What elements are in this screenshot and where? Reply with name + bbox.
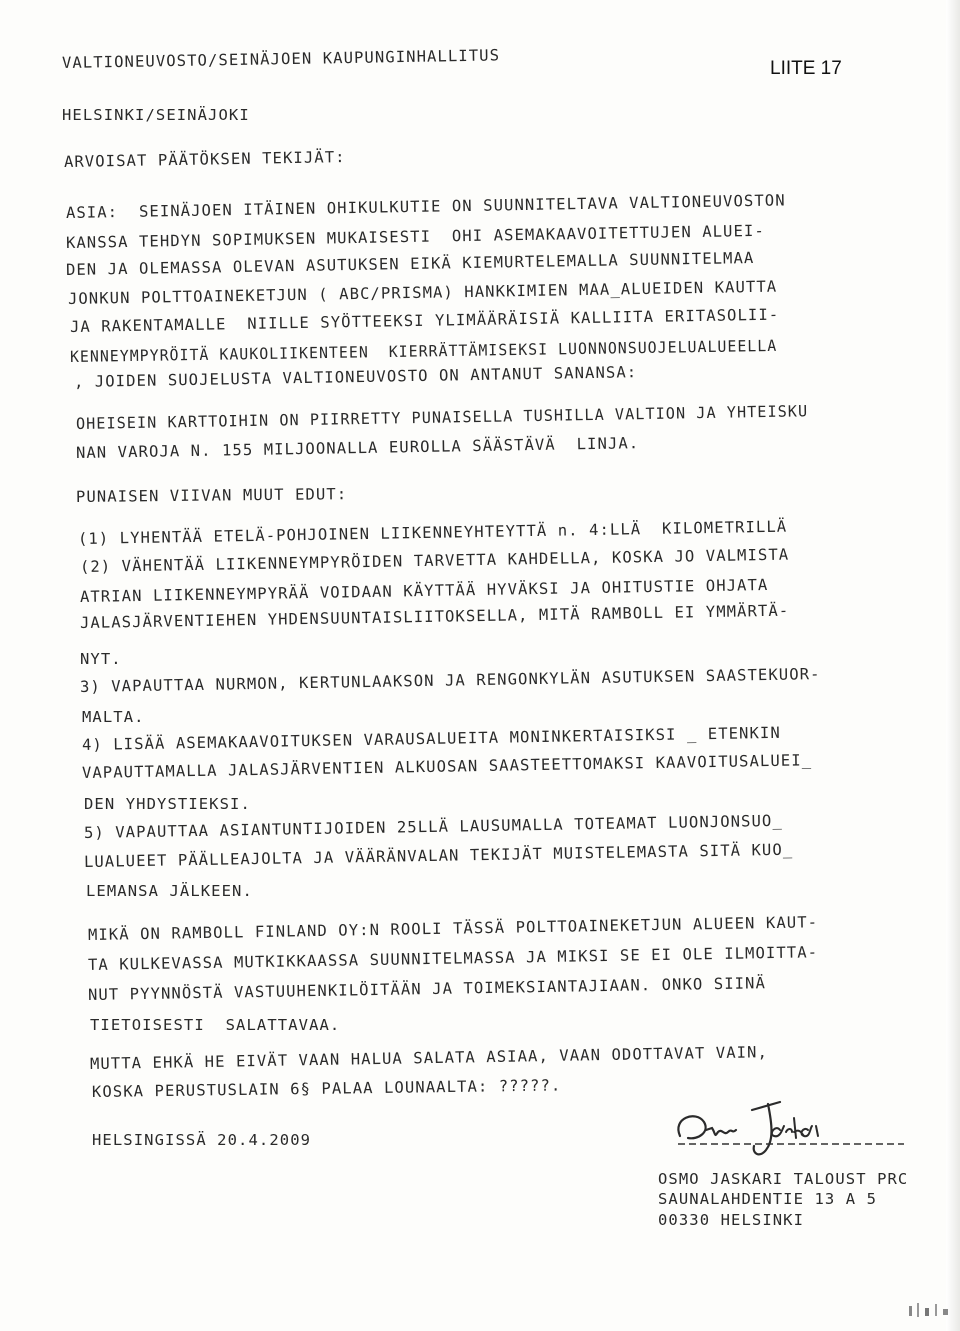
benefit-line: VAPAUTTAMALLA JALASJÄRVENTIEN ALKUOSAN SAASTEETTOMAKSI KAAVOITUSALUEI_ [81,751,813,782]
benefit-line: (1) LYHENTÄÄ ETELÄ-POHJOINEN LIIKENNEYHTEYTTÄ n. 4:LLÄ KILOMETRILLÄ [77,517,788,548]
benefit-line: 4) LISÄÄ ASEMAKAAVOITUKSEN VARAUSALUEITA MONINKERTAISIKSI _ ETENKIN [81,723,781,754]
benefit-line: 5) VAPAUTTAA ASIANTUNTIJOIDEN 25LLÄ LAUSUMALLA TOTEAMAT LUONJONSUO_ [83,811,783,842]
question-line: MIKÄ ON RAMBOLL FINLAND OY:N ROOLI TÄSSÄ POLTTOAINEKETJUN ALUEEN KAUT- [87,913,819,944]
closing-line: KOSKA PERUSTUSLAIN 6§ PALAA LOUNAALTA: ?????. [91,1076,562,1101]
subject-line: DEN JA OLEMASSA OLEVAN ASUTUKSEN EIKÄ KIEMURTELEMALLA SUUNNITELMAA [65,248,755,279]
benefit-line: (2) VÄHENTÄÄ LIIKENNEYMPYRÖIDEN TARVETTA KAHDELLA, KOSKA JO VALMISTA [79,545,790,576]
subject-line: JA RAKENTAMALLE NIILLE SYÖTTEEKSI YLIMÄÄRÄISIÄ KALLIITA ERITASOLII- [69,305,780,336]
map-note-line: NAN VAROJA N. 155 MILJOONALLA EUROLLA SÄÄSTÄVÄ LINJA. [75,434,640,462]
subject-line: KENNEYMPYRÖITÄ KAUKOLIIKENTEEN KIERRÄTTÄMISEKSI LUONNONSUOJELUALUEELLA [69,336,778,366]
sender-postal: 00330 HELSINKI [658,1211,805,1229]
annex-label: LIITE 17 [770,58,842,79]
scan-edge-shadow [946,0,960,1331]
benefit-line: NYT. [80,650,122,668]
scan-noise [905,1300,955,1322]
subject-line: , JOIDEN SUOJELUSTA VALTIONEUVOSTO ON ANTANUT SANANSA: [73,363,638,391]
subject-line: JONKUN POLTTOAINEKETJUN ( ABC/PRISMA) HANKKIMIEN MAA_ALUEIDEN KAUTTA [67,277,778,308]
benefit-line: DEN YHDYSTIEKSI. [84,795,251,813]
subject-line: ASIA: SEINÄJOEN ITÄINEN OHIKULKUTIE ON SUUNNITELTAVA VALTIONEUVOSTON [65,191,786,222]
benefit-line: LUALUEET PÄÄLLEAJOLTA JA VÄÄRÄNVALAN TEKIJÄT MUISTELEMASTA SITÄ KUO_ [83,840,794,871]
question-line: TIETOISESTI SALATTAVAA. [90,1016,341,1034]
benefit-line: ATRIAN LIIKENNEYMPYRÄÄ VOIDAAN KÄYTTÄÄ HYVÄKSI JA OHITUSTIE OHJATA [79,575,769,606]
benefits-heading: PUNAISEN VIIVAN MUUT EDUT: [75,485,348,506]
recipient-line: VALTIONEUVOSTO/SEINÄJOEN KAUPUNGINHALLITUS [61,46,501,72]
handwritten-signature [668,1088,908,1168]
question-line: NUT PYYNNÖSTÄ VASTUUHENKILÖITÄÄN JA TOIMEKSIANTAJIAAN. ONKO SIINÄ [87,974,767,1004]
benefit-line: LEMANSA JÄLKEEN. [86,882,253,900]
map-note-line: OHEISEIN KARTTOIHIN ON PIIRRETTY PUNAISELLA TUSHILLA VALTION JA YHTEISKU [75,402,809,433]
question-line: TA KULKEVASSA MUTKIKKAASSA SUUNNITELMASSA JA MIKSI SE EI OLE ILMOITTA- [87,943,819,974]
place-date: HELSINGISSÄ 20.4.2009 [92,1131,312,1149]
recipient-city-line: HELSINKI/SEINÄJOKI [62,106,250,124]
subject-line: KANSSA TEHDYN SOPIMUKSEN MUKAISESTI OHI ASEMAKAAVOITETTUJEN ALUEI- [65,221,765,252]
closing-line: MUTTA EHKÄ HE EIVÄT VAAN HALUA SALATA ASIAA, VAAN ODOTTAVAT VAIN, [89,1043,769,1073]
sender-name: OSMO JASKARI TALOUST PRC [658,1170,909,1188]
benefit-line: MALTA. [82,708,145,726]
benefit-line: 3) VAPAUTTAA NURMON, KERTUNLAAKSON JA RENGONKYLÄN ASUTUKSEN SAASTEKUOR- [79,665,821,696]
salutation: ARVOISAT PÄÄTÖKSEN TEKIJÄT: [63,148,346,171]
benefit-line: JALASJÄRVENTIEHEN YHDENSUUNTAISLIITOKSELLA, MITÄ RAMBOLL EI YMMÄRTÄ- [79,601,790,632]
sender-street: SAUNALAHDENTIE 13 A 5 [658,1190,878,1208]
